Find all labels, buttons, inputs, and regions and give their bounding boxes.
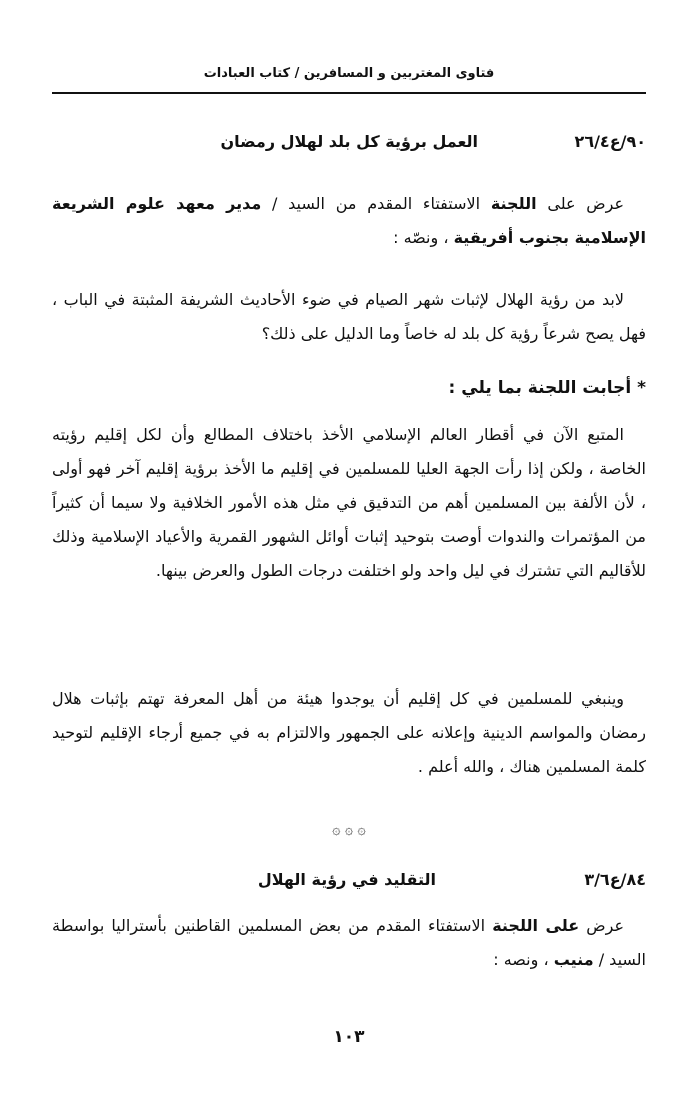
question-intro-2: عرض على اللجنة الاستفتاء المقدم من بعض المسلمين القاطنين بأستراليا بواسطة السيد / منيب ، ونصه : [52,916,646,969]
committee-label: على اللجنة [492,916,580,935]
fatwa-title: العمل برؤية كل بلد لهلال رمضان [220,132,478,151]
fatwa-number: ٨٤/ع٣/٦ [584,870,646,889]
running-header: فتاوى المغتربين و المسافرين / كتاب العبادات [203,66,495,81]
committee-label: اللجنة [490,194,537,213]
section-separator: ۞ ۞ ۞ [332,822,366,838]
fatwa-number: ٩٠/ع٢٦/٤ [574,132,646,151]
section-heading-1 [52,132,646,162]
answer-paragraph: المتبع الآن في أقطار العالم الإسلامي الأخذ باختلاف المطالع وأن لكل إقليم رؤيته الخاصة ، ولكن إذا رأت الجهة العليا للمسلمين في إقليم ما الأخذ برؤية إقليم آخر فهو أولى ، لأن الألفة بين المسلمين أهم من التدقيق في مثل هذه الأمور الخلافية ولا سيما أن كثيراً من المؤتمرات والندوات أوصت بتوحيد إثبات أوائل الشهور القمرية والأعياد الإسلامية وذلك للأقاليم التي تشترك في ليل واحد ولو اختلفت درجات الطول والعرض بينها. [52,425,646,580]
answer-text-2 [52,682,646,784]
answer-paragraph: وينبغي للمسلمين في كل إقليم أن يوجدوا هيئة من أهل المعرفة تهتم بإثبات هلال رمضان والمواسم الدينية وإعلانه على الجمهور والالتزام به في جميع أرجاء الإقليم لتوحيد كلمة المسلمين هناك ، والله أعلم . [52,689,646,776]
asker-name: مدير معهد علوم الشريعة الإسلامية بجنوب أفريقية [52,194,646,247]
header-divider [52,92,646,94]
asker-name: منيب [553,950,594,969]
question-intro-1: عرض على اللجنة الاستفتاء المقدم من السيد / مدير معهد علوم الشريعة الإسلامية بجنوب أفريقية ، ونصّه : [52,194,646,247]
answer-heading: * أجابت اللجنة بما يلي : [448,378,646,398]
question-text-1: لابد من رؤية الهلال لإثبات شهر الصيام في ضوء الأحاديث الشريفة المثبتة في الباب ، فهل يصح شرعاً رؤية كل بلد له خاصاً وما الدليل على ذلك؟ [52,290,646,343]
fatwa-title: التقليد في رؤية الهلال [257,870,436,889]
page-number: ١٠٣ [333,1027,365,1047]
answer-text-1 [52,418,646,588]
section-heading-2 [52,870,646,900]
